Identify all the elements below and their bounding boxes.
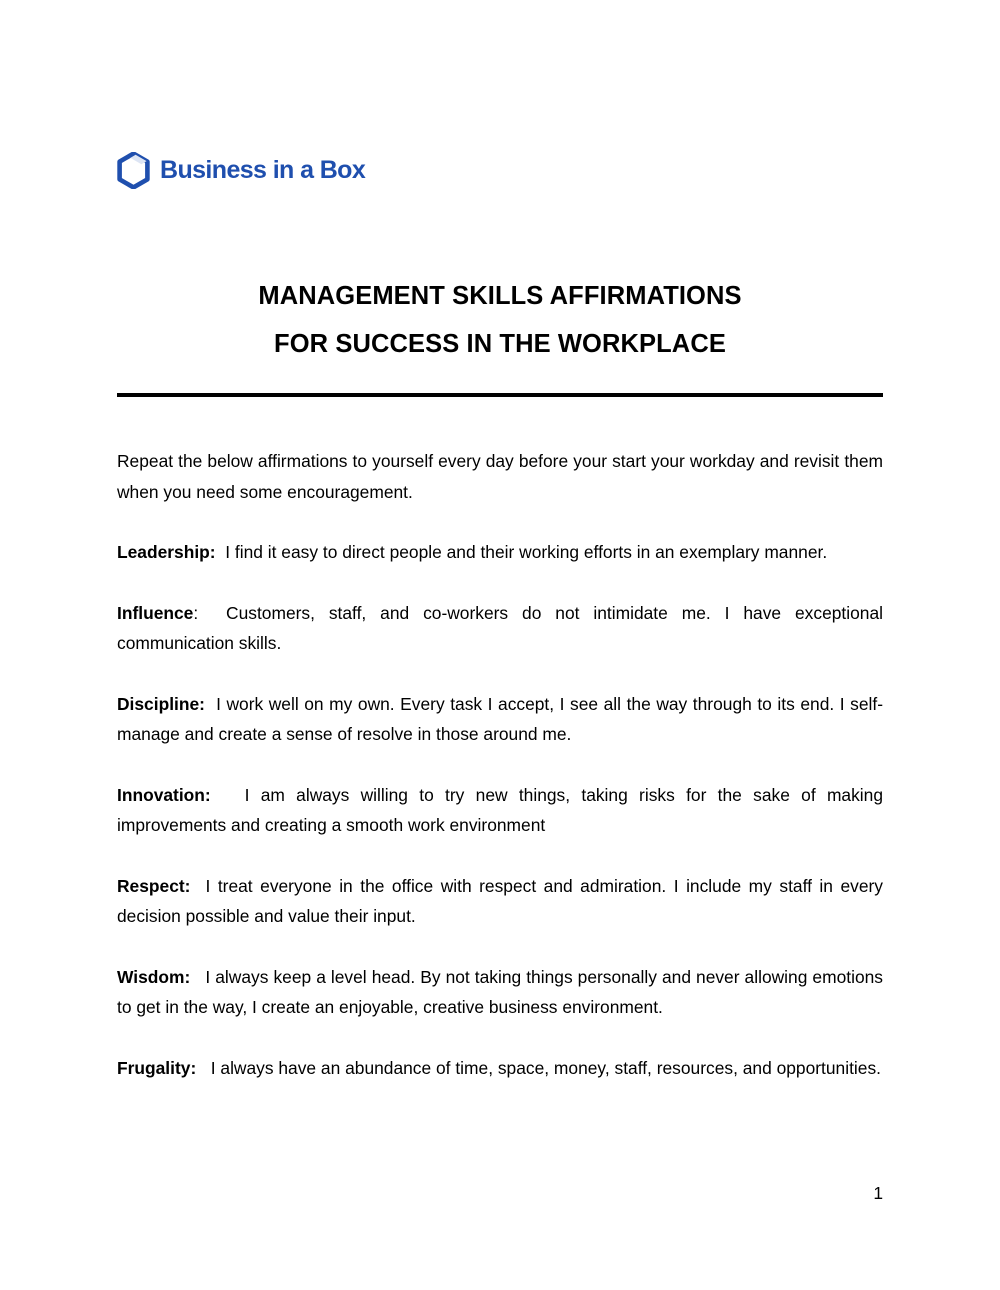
affirmation-separator: : xyxy=(204,784,211,805)
affirmation-paragraph xyxy=(117,1053,883,1084)
affirmation-separator: : xyxy=(190,1057,197,1078)
page-title-line-2: FOR SUCCESS IN THE WORKPLACE xyxy=(274,330,726,359)
affirmation-separator: : xyxy=(209,542,216,562)
brand-wordmark: Business in a Box xyxy=(160,156,366,184)
affirmation-gap xyxy=(196,1058,211,1078)
intro-paragraph: Repeat the below affirmations to yourself every day before your start your workday and revisit them when you need some encouragement. xyxy=(117,451,883,502)
affirmation-term: Wisdom xyxy=(117,966,185,987)
affirmation-term: Frugality xyxy=(117,1057,191,1078)
affirmation-paragraph xyxy=(117,689,883,750)
affirmation-text: I always keep a level head. By not taking things personally and never allowing emotions to get in the way, I create an enjoyable, creative business environment. xyxy=(117,966,883,1017)
affirmation-paragraph xyxy=(117,962,883,1023)
affirmation-term: Discipline xyxy=(117,693,200,714)
title-divider xyxy=(117,393,883,397)
page-title-line-1: MANAGEMENT SKILLS AFFIRMATIONS xyxy=(258,282,742,311)
affirmation-gap xyxy=(211,785,245,805)
page-number: 1 xyxy=(873,1183,883,1203)
affirmation-list xyxy=(117,537,883,1083)
affirmation-term: Innovation xyxy=(117,784,205,805)
affirmation-text: I find it easy to direct people and their working efforts in an exemplary manner. xyxy=(225,542,828,562)
affirmation-gap xyxy=(216,542,226,562)
affirmation-paragraph xyxy=(117,537,883,568)
affirmation-separator: : xyxy=(184,966,191,987)
affirmation-separator: : xyxy=(199,693,205,714)
affirmation-gap xyxy=(190,967,205,987)
affirmation-gap xyxy=(198,603,226,623)
affirmation-term: Leadership xyxy=(117,542,210,562)
affirmation-text: I always have an abundance of time, space, money, staff, resources, and opportunities. xyxy=(210,1057,881,1078)
affirmation-text: I treat everyone in the office with respect and admiration. I include my staff in every decision possible and value their input. xyxy=(117,875,884,926)
affirmation-separator: : xyxy=(193,602,199,623)
document-body xyxy=(117,446,883,1083)
brand-logo xyxy=(117,152,365,189)
affirmation-text: I am always willing to try new things, taking risks for the sake of making improvements and creating a smooth work environment xyxy=(117,784,884,835)
affirmation-term: Influence xyxy=(117,602,194,623)
affirmation-text: I work well on my own. Every task I accept, I see all the way through to its end. I self-manage and create a sense of resolve in those around me. xyxy=(117,693,883,744)
affirmation-paragraph xyxy=(117,598,883,659)
affirmation-text: Customers, staff, and co-workers do not intimidate me. I have exceptional communication skills. xyxy=(117,602,883,653)
affirmation-paragraph xyxy=(117,871,883,932)
affirmation-separator: : xyxy=(184,875,191,896)
affirmation-term: Respect xyxy=(117,875,185,896)
affirmation-gap xyxy=(190,876,205,896)
page-title xyxy=(117,272,883,368)
hexagon-outline-icon xyxy=(117,152,150,189)
affirmation-paragraph xyxy=(117,780,883,841)
affirmation-gap xyxy=(205,694,216,714)
